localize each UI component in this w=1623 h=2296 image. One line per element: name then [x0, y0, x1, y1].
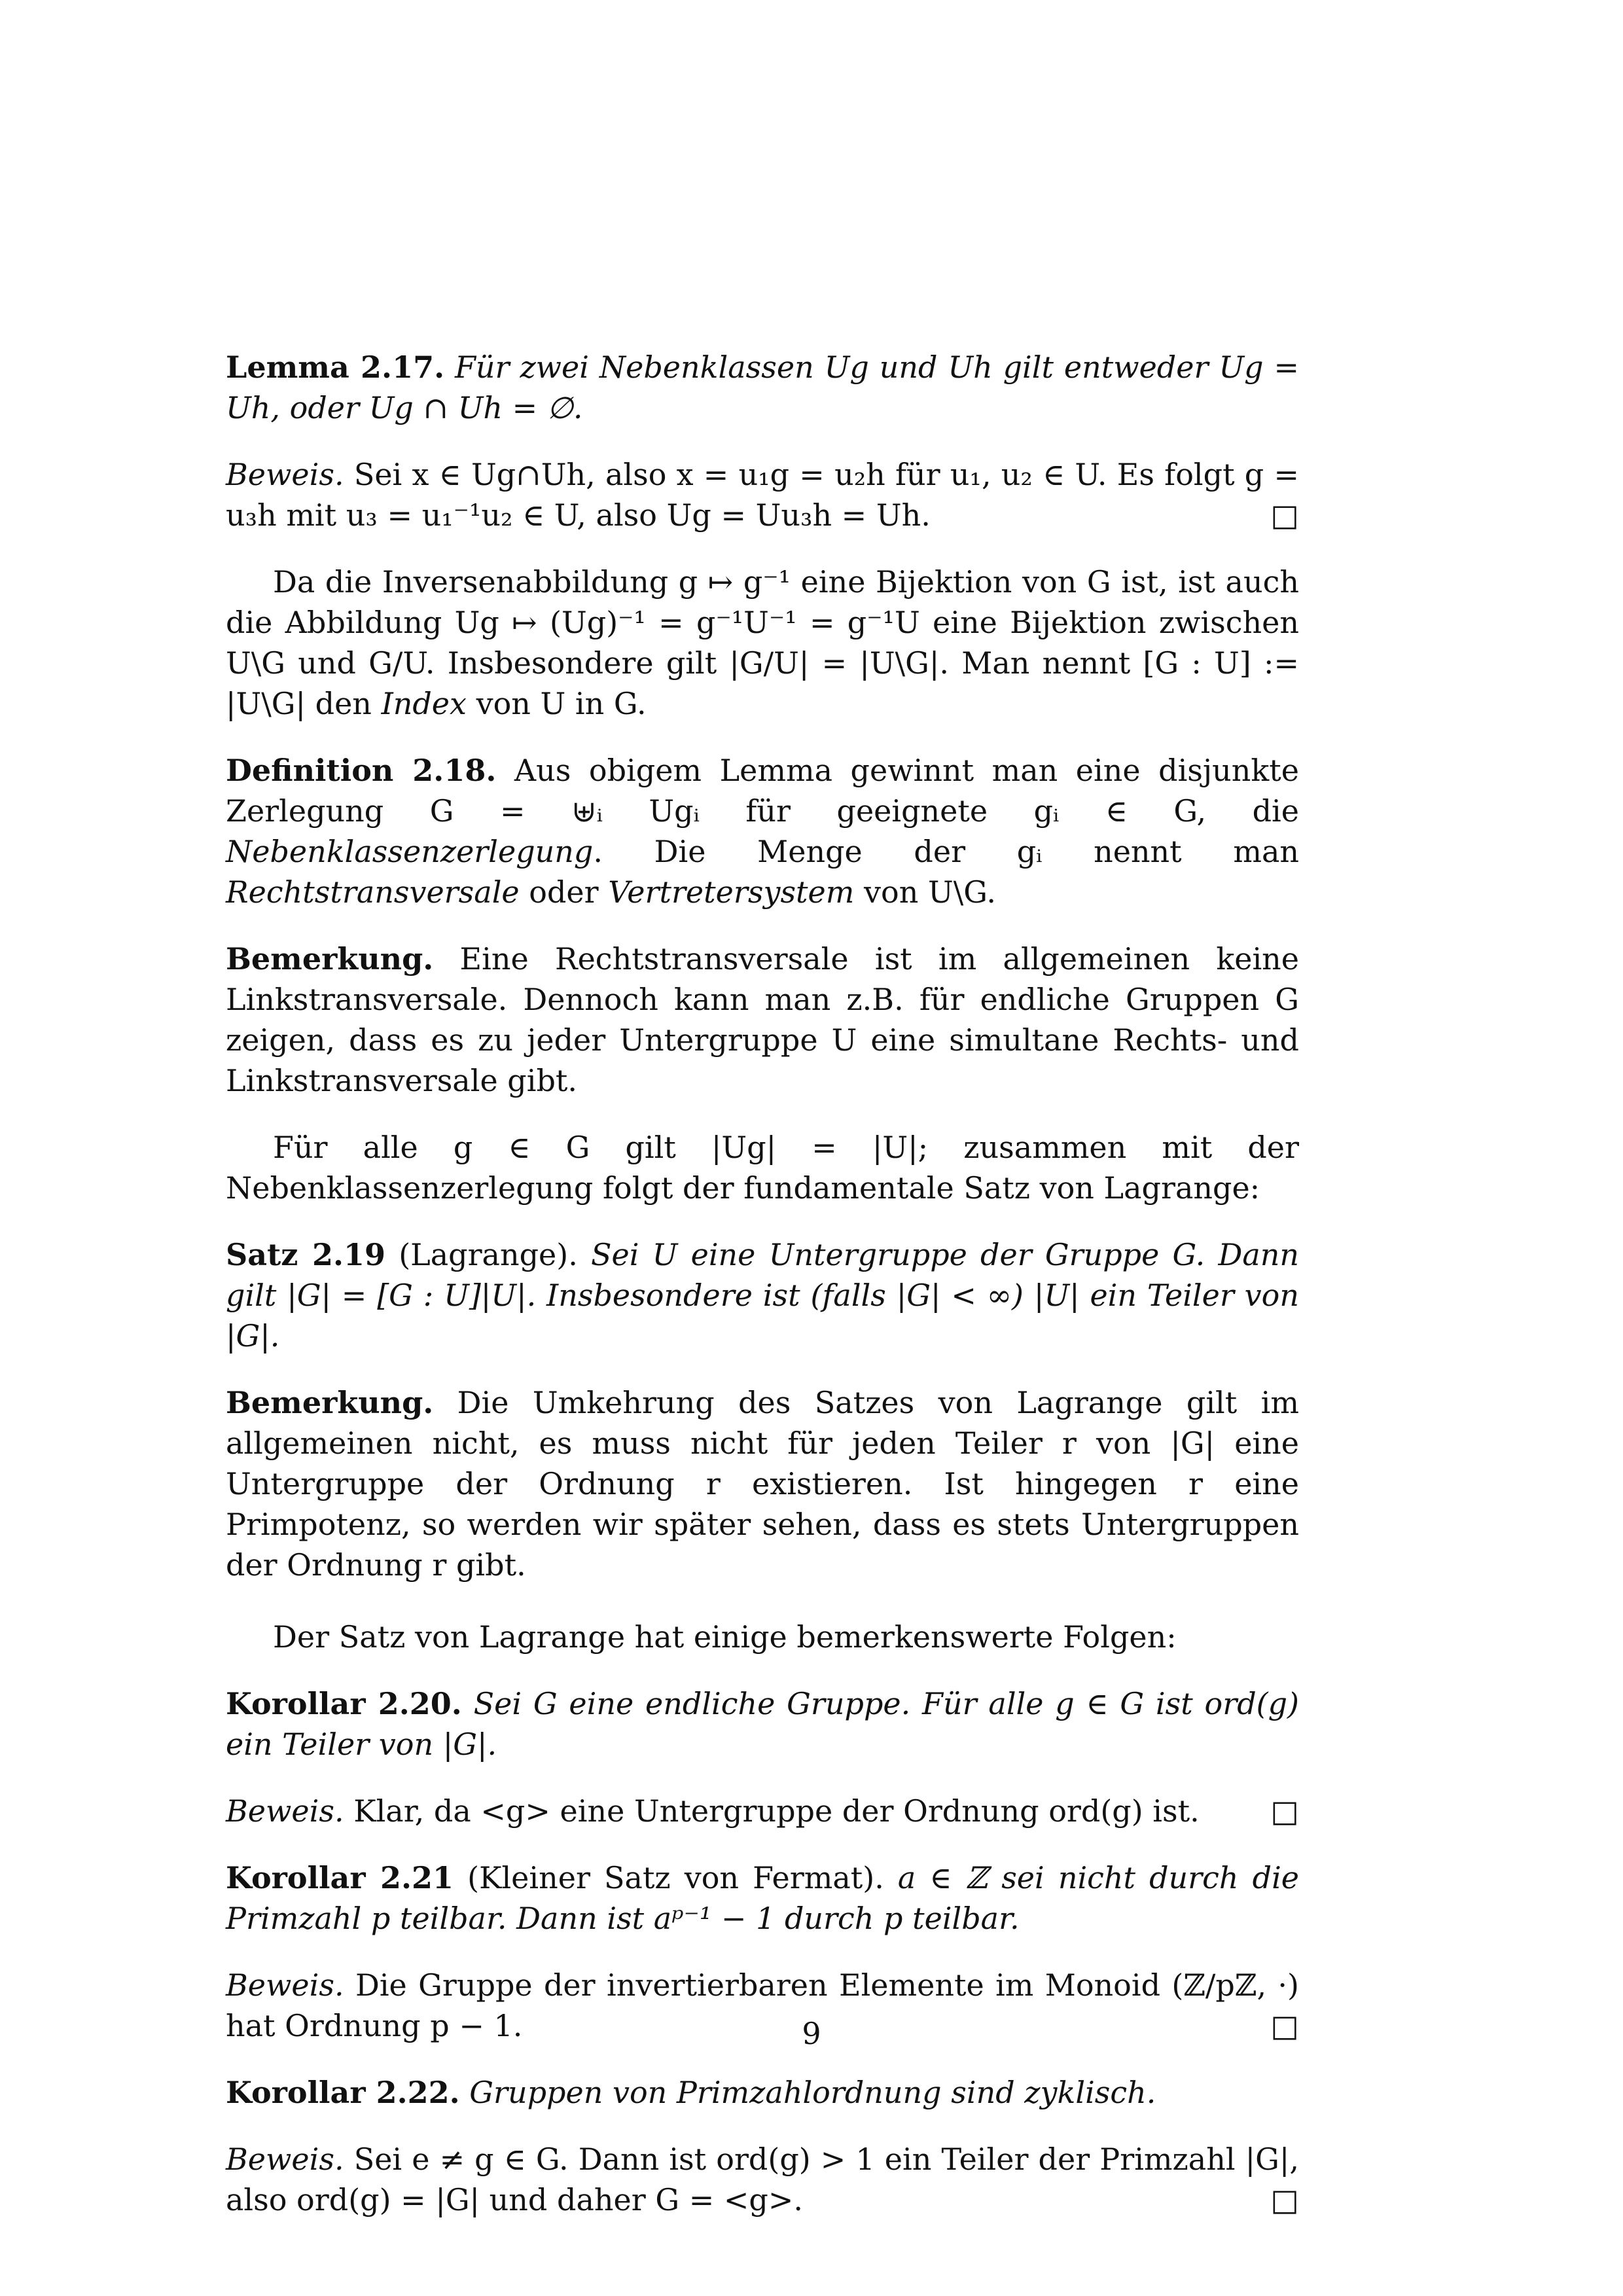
korollar-heading: Korollar 2.20.	[226, 1686, 462, 1721]
satz-name: (Lagrange).	[399, 1237, 578, 1272]
qed-symbol: □	[1270, 2008, 1299, 2043]
proof-label: Beweis.	[226, 2142, 344, 2177]
korollar-name: (Kleiner Satz von Fermat).	[467, 1860, 884, 1895]
page-number: 9	[802, 2016, 821, 2051]
definition-text-4: von U\G.	[864, 874, 996, 910]
proof-text: Sei x ∈ Ug∩Uh, also x = u₁g = u₂h für u₁, u₂ ∈ U. Es folgt g = u₃h mit u₃ = u₁⁻¹u₂ ∈ U, also Ug = Uu₃h = Uh.	[226, 457, 1299, 533]
definition-heading: Definition 2.18.	[226, 753, 497, 788]
qed-symbol: □	[1270, 497, 1299, 533]
satz-2-19	[226, 1234, 1299, 1356]
paragraph-text-end: von U in G.	[476, 686, 647, 721]
proof-korollar-2-20	[226, 1791, 1299, 1831]
korollar-heading: Korollar 2.21	[226, 1860, 454, 1895]
remark-text: Die Umkehrung des Satzes von Lagrange gilt im allgemeinen nicht, es muss nicht für jeden Teiler r von |G| eine Untergruppe der Ordnung r existieren. Ist hingegen r eine Primpotenz, so werden wir später sehen, dass es stets Untergruppen der Ordnung r gibt.	[226, 1385, 1299, 1583]
proof-text: Klar, da <g> eine Untergruppe der Ordnung ord(g) ist.	[353, 1793, 1200, 1829]
remark-heading: Bemerkung.	[226, 941, 434, 977]
remark-text: Eine Rechtstransversale ist im allgemeinen keine Linkstransversale. Dennoch kann man z.B. für endliche Gruppen G zeigen, dass es zu jeder Untergruppe U eine simultane Rechts- und Linkstransversale gibt.	[226, 941, 1299, 1098]
definition-text-3: oder	[529, 874, 599, 910]
term-rechtstransversale: Rechtstransversale	[226, 874, 520, 910]
proof-lemma-2-17	[226, 454, 1299, 535]
korollar-2-20	[226, 1683, 1299, 1765]
remark-heading: Bemerkung.	[226, 1385, 434, 1420]
korollar-statement: Sei G eine endliche Gruppe. Für alle g ∈ G ist ord(g) ein Teiler von |G|.	[226, 1686, 1300, 1762]
korollar-statement: Gruppen von Primzahlordnung sind zyklisch.	[469, 2075, 1156, 2110]
term-nebenklassenzerlegung: Nebenklassenzerlegung	[226, 834, 594, 869]
paragraph-index	[226, 562, 1299, 724]
proof-text: Sei e ≠ g ∈ G. Dann ist ord(g) > 1 ein Teiler der Primzahl |G|, also ord(g) = |G| und daher G = <g>.	[226, 2142, 1300, 2217]
qed-symbol: □	[1270, 2182, 1299, 2217]
paragraph-text: Da die Inversenabbildung g ↦ g⁻¹ eine Bijektion von G ist, ist auch die Abbildung Ug ↦ (Ug)⁻¹ = g⁻¹U⁻¹ = g⁻¹U eine Bijektion zwischen U\G und G/U. Insbesondere gilt |G/U| = |U\G|. Man nennt [G : U] := |U\G| den	[226, 564, 1299, 721]
proof-text: Die Gruppe der invertierbaren Elemente im Monoid (ℤ/pℤ, ·) hat Ordnung p − 1.	[226, 1967, 1299, 2043]
term-index: Index	[381, 686, 467, 721]
remark-lagrange-converse	[226, 1382, 1299, 1585]
korollar-statement: a ∈ ℤ sei nicht durch die Primzahl p teilbar. Dann ist aᵖ⁻¹ − 1 durch p teilbar.	[226, 1860, 1300, 1936]
definition-text-2: . Die Menge der gᵢ nennt man	[593, 834, 1299, 869]
lemma-statement: Für zwei Nebenklassen Ug und Uh gilt entweder Ug = Uh, oder Ug ∩ Uh = ∅.	[226, 350, 1300, 425]
term-vertretersystem: Vertretersystem	[608, 874, 855, 910]
proof-label: Beweis.	[226, 457, 344, 492]
paragraph-folgen: Der Satz von Lagrange hat einige bemerkenswerte Folgen:	[273, 1619, 1177, 1655]
korollar-2-21	[226, 1857, 1299, 1939]
proof-label: Beweis.	[226, 1967, 344, 2003]
paragraph-lagrange-intro: Für alle g ∈ G gilt |Ug| = |U|; zusammen mit der Nebenklassenzerlegung folgt der fundamentale Satz von Lagrange:	[226, 1130, 1299, 1206]
qed-symbol: □	[1270, 1793, 1299, 1829]
korollar-heading: Korollar 2.22.	[226, 2075, 460, 2110]
definition-2-18	[226, 750, 1299, 912]
remark-transversale	[226, 939, 1299, 1101]
lemma-2-17	[226, 347, 1299, 428]
page-content	[226, 347, 1299, 2220]
satz-heading: Satz 2.19	[226, 1237, 386, 1272]
proof-korollar-2-22	[226, 2139, 1299, 2220]
proof-label: Beweis.	[226, 1793, 344, 1829]
definition-text-1: Aus obigem Lemma gewinnt man eine disjunkte Zerlegung G = ⊎ᵢ Ugᵢ für geeignete gᵢ ∈ G, die	[226, 753, 1299, 829]
lemma-heading: Lemma 2.17.	[226, 350, 445, 385]
satz-statement: Sei U eine Untergruppe der Gruppe G. Dann gilt |G| = [G : U]|U|. Insbesondere ist (falls |G| < ∞) |U| ein Teiler von |G|.	[226, 1237, 1300, 1354]
korollar-2-22	[226, 2072, 1299, 2113]
